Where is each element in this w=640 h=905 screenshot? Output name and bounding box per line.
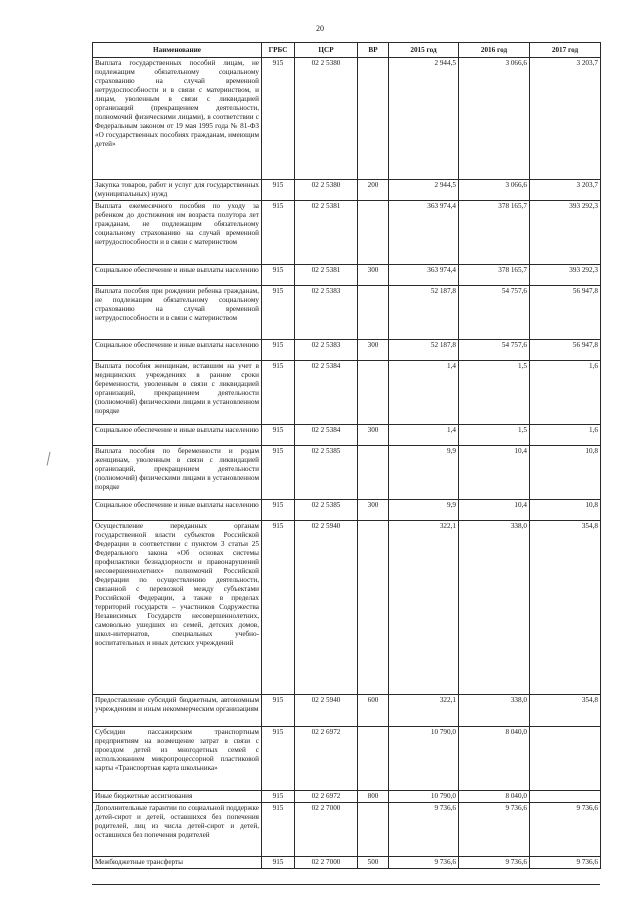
row-csr: 02 2 5380: [295, 180, 358, 201]
row-grbs: 915: [262, 803, 295, 857]
row-name: Социальное обеспечение и иные выплаты населению: [93, 340, 262, 361]
row-vr: 200: [358, 180, 389, 201]
row-2017: 354,8: [530, 695, 601, 727]
row-2015: 9,9: [389, 500, 459, 521]
row-csr: 02 2 5385: [295, 446, 358, 500]
row-name: Выплата пособия при рождении ребенка гражданам, не подлежащим обязательному социальному страхованию на случай временной нетрудоспособности и в связи с материнством: [93, 286, 262, 340]
row-name: Осуществление переданных органам государственной власти субъектов Российской Федерации в соответствии с пунктом 3 статьи 25 Федерального закона «Об основах системы профилактики безнадзорности и правонарушений несовершеннолетних» полномочий Российской Федерации по осуществлению деятельности, связанной с перевозкой между субъектами Российской Федерации, а также в пределах территорий государств – участников Содружества Независимых Государств несовершеннолетних, самовольно ушедших из семей, детских домов, школ-интернатов, специальных учебно-воспитательных и иных детских учреждений: [93, 521, 262, 695]
row-csr: 02 2 7000: [295, 857, 358, 869]
row-grbs: 915: [262, 265, 295, 286]
row-vr: 300: [358, 425, 389, 446]
row-csr: 02 2 5380: [295, 58, 358, 180]
table-row: [93, 803, 601, 857]
row-2017: 393 292,3: [530, 265, 601, 286]
row-2016: 9 736,6: [459, 803, 530, 857]
row-vr: [358, 286, 389, 340]
table-row: [93, 286, 601, 340]
row-name: Выплата пособия женщинам, вставшим на учет в медицинских учреждениях в ранние сроки беременности, уволенным в связи с ликвидацией организаций, прекращением деятельности (полномочий) физическими лицами в установленном порядке: [93, 361, 262, 425]
row-grbs: 915: [262, 500, 295, 521]
row-grbs: 915: [262, 361, 295, 425]
row-2015: 52 187,8: [389, 286, 459, 340]
row-2016: 8 040,0: [459, 791, 530, 803]
row-2017: [530, 727, 601, 791]
row-2015: 322,1: [389, 695, 459, 727]
row-2016: 54 757,6: [459, 340, 530, 361]
table-row: [93, 180, 601, 201]
row-csr: 02 2 6972: [295, 727, 358, 791]
row-2016: 378 165,7: [459, 201, 530, 265]
row-grbs: 915: [262, 340, 295, 361]
row-vr: 800: [358, 791, 389, 803]
row-vr: [358, 58, 389, 180]
row-2015: 363 974,4: [389, 265, 459, 286]
row-vr: [358, 521, 389, 695]
row-2016: 1,5: [459, 361, 530, 425]
row-2015: 322,1: [389, 521, 459, 695]
page-number: 20: [316, 24, 324, 33]
row-grbs: 915: [262, 791, 295, 803]
header-2017: 2017 год: [530, 43, 601, 58]
row-2016: 3 066,6: [459, 58, 530, 180]
row-2015: 10 790,0: [389, 791, 459, 803]
row-2016: 338,0: [459, 521, 530, 695]
header-2016: 2016 год: [459, 43, 530, 58]
row-name: Межбюджетные трансферты: [93, 857, 262, 869]
table-row: [93, 857, 601, 869]
row-csr: 02 2 5384: [295, 361, 358, 425]
table-row: [93, 361, 601, 425]
row-grbs: 915: [262, 857, 295, 869]
row-2017: 3 203,7: [530, 58, 601, 180]
row-2017: 393 292,3: [530, 201, 601, 265]
row-2016: 10,4: [459, 446, 530, 500]
row-csr: 02 2 5381: [295, 201, 358, 265]
row-grbs: 915: [262, 180, 295, 201]
row-name: Дополнительные гарантии по социальной поддержке детей-сирот и детей, оставшихся без попечения родителей, лиц из числа детей-сирот и детей, оставшихся без попечения родителей: [93, 803, 262, 857]
row-grbs: 915: [262, 727, 295, 791]
table-row: [93, 425, 601, 446]
row-2015: 9 736,6: [389, 803, 459, 857]
table-row: [93, 521, 601, 695]
row-csr: 02 2 7000: [295, 803, 358, 857]
header-name: Наименование: [93, 43, 262, 58]
row-csr: 02 2 5381: [295, 265, 358, 286]
row-2017: 3 203,7: [530, 180, 601, 201]
row-2015: 10 790,0: [389, 727, 459, 791]
row-vr: [358, 727, 389, 791]
table-row: [93, 58, 601, 180]
table-row: [93, 201, 601, 265]
row-name: Предоставление субсидий бюджетным, автономным учреждениям и иным некоммерческим организациям: [93, 695, 262, 727]
row-2016: 10,4: [459, 500, 530, 521]
row-2017: 354,8: [530, 521, 601, 695]
row-name: Социальное обеспечение и иные выплаты населению: [93, 265, 262, 286]
row-csr: 02 2 5385: [295, 500, 358, 521]
row-name: Социальное обеспечение и иные выплаты населению: [93, 500, 262, 521]
budget-table: [92, 42, 601, 869]
row-2017: 9 736,6: [530, 857, 601, 869]
row-name: Субсидии пассажирским транспортным предприятиям на возмещение затрат в связи с проездом детей из многодетных семей с использованием микропроцессорной пластиковой карты «Транспортная карта школьника»: [93, 727, 262, 791]
table-row: [93, 265, 601, 286]
header-csr: ЦСР: [295, 43, 358, 58]
row-2015: 9,9: [389, 446, 459, 500]
scan-mark: [47, 452, 54, 467]
row-grbs: 915: [262, 521, 295, 695]
table-row: [93, 446, 601, 500]
row-vr: [358, 361, 389, 425]
table-row: [93, 727, 601, 791]
row-2016: 8 040,0: [459, 727, 530, 791]
row-csr: 02 2 5383: [295, 286, 358, 340]
row-2017: 1,6: [530, 361, 601, 425]
row-grbs: 915: [262, 286, 295, 340]
row-vr: 600: [358, 695, 389, 727]
row-vr: 300: [358, 340, 389, 361]
row-2015: 52 187,8: [389, 340, 459, 361]
row-grbs: 915: [262, 201, 295, 265]
row-vr: [358, 803, 389, 857]
row-name: Выплата пособия по беременности и родам женщинам, уволенным в связи с ликвидацией организаций, прекращением деятельности (полномочий) физическими лицами в установленном порядке: [93, 446, 262, 500]
row-2016: 9 736,6: [459, 857, 530, 869]
row-2016: 338,0: [459, 695, 530, 727]
row-grbs: 915: [262, 695, 295, 727]
row-2015: 363 974,4: [389, 201, 459, 265]
table-row: [93, 340, 601, 361]
row-2017: 1,6: [530, 425, 601, 446]
row-2016: 378 165,7: [459, 265, 530, 286]
row-2015: 2 944,5: [389, 180, 459, 201]
row-csr: 02 2 5384: [295, 425, 358, 446]
header-grbs: ГРБС: [262, 43, 295, 58]
row-vr: [358, 446, 389, 500]
row-name: Иные бюджетные ассигнования: [93, 791, 262, 803]
row-csr: 02 2 5940: [295, 521, 358, 695]
row-vr: [358, 201, 389, 265]
row-2017: [530, 791, 601, 803]
header-vr: ВР: [358, 43, 389, 58]
row-name: Социальное обеспечение и иные выплаты населению: [93, 425, 262, 446]
bottom-rule: [92, 884, 600, 885]
table-row: [93, 791, 601, 803]
row-csr: 02 2 6972: [295, 791, 358, 803]
table-row: [93, 695, 601, 727]
row-2017: 56 947,8: [530, 340, 601, 361]
row-grbs: 915: [262, 425, 295, 446]
row-vr: 300: [358, 265, 389, 286]
table-header-row: [93, 43, 601, 58]
row-2015: 2 944,5: [389, 58, 459, 180]
header-2015: 2015 год: [389, 43, 459, 58]
table-row: [93, 500, 601, 521]
row-grbs: 915: [262, 446, 295, 500]
row-vr: 300: [358, 500, 389, 521]
row-name: Закупка товаров, работ и услуг для государственных (муниципальных) нужд: [93, 180, 262, 201]
row-2017: 9 736,6: [530, 803, 601, 857]
row-2017: 10,8: [530, 446, 601, 500]
row-vr: 500: [358, 857, 389, 869]
row-2017: 56 947,8: [530, 286, 601, 340]
row-2016: 3 066,6: [459, 180, 530, 201]
row-2015: 1,4: [389, 361, 459, 425]
row-csr: 02 2 5383: [295, 340, 358, 361]
row-grbs: 915: [262, 58, 295, 180]
row-2017: 10,8: [530, 500, 601, 521]
row-2016: 1,5: [459, 425, 530, 446]
row-2015: 9 736,6: [389, 857, 459, 869]
row-2016: 54 757,6: [459, 286, 530, 340]
row-name: Выплата ежемесячного пособия по уходу за ребенком до достижения им возраста полутора лет гражданам, не подлежащим обязательному социальному страхованию на случай временной нетрудоспособности и в связи с материнством: [93, 201, 262, 265]
row-csr: 02 2 5940: [295, 695, 358, 727]
row-name: Выплата государственных пособий лицам, не подлежащим обязательному социальному страхованию на случай временной нетрудоспособности и в связи с материнством, и лицам, уволенным в связи с ликвидацией организаций (прекращением деятельности, полномочий физическими лицами), в соответствии с Федеральным законом от 19 мая 1995 года № 81-ФЗ «О государственных пособиях гражданам, имеющим детей»: [93, 58, 262, 180]
row-2015: 1,4: [389, 425, 459, 446]
